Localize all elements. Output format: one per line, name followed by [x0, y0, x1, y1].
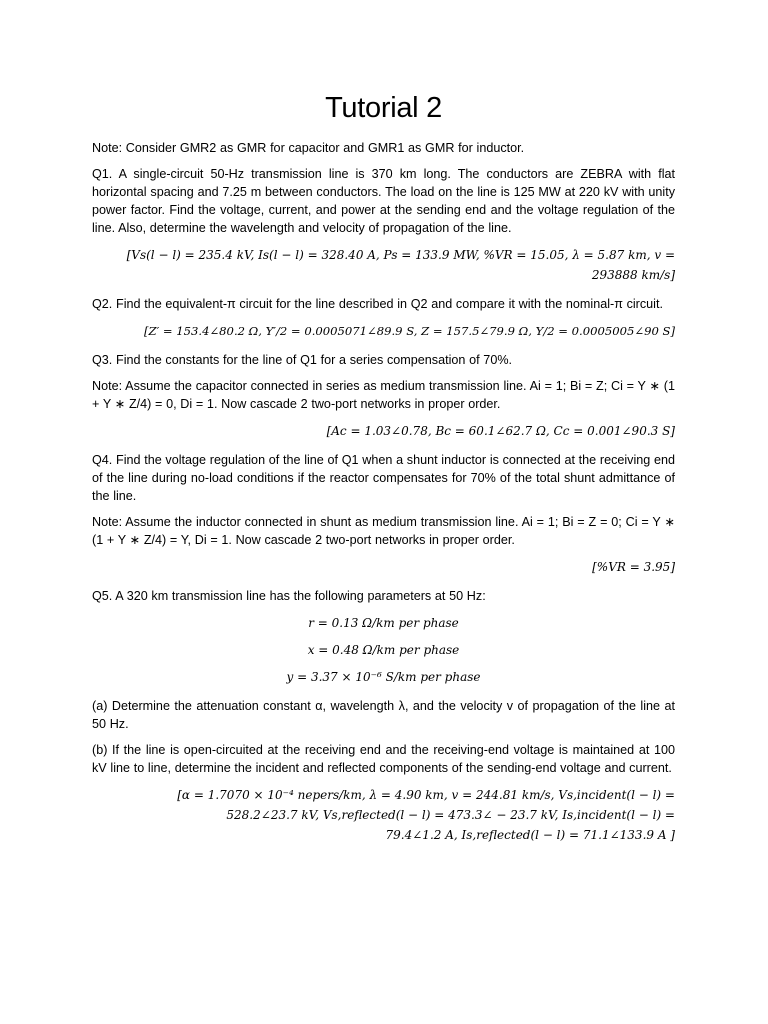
- q1-answer-line2: 293888 km/s]: [591, 268, 675, 282]
- q3-note: Note: Assume the capacitor connected in series as medium transmission line. Ai = 1; Bi = Z; Ci = Y ∗ (1 + Y ∗ Z/4) = 0, Di = 1. Now cascade 2 two-port networks in proper order.: [92, 379, 675, 411]
- q5-answer: [92, 785, 675, 845]
- q4-answer: [%VR = 3.95]: [592, 560, 675, 574]
- q5-part-a: (a) Determine the attenuation constant α, wavelength λ, and the velocity v of propagation of the line at 50 Hz.: [92, 699, 675, 731]
- q5-param-y: y = 3.37 × 10⁻⁶ S/km per phase: [286, 670, 481, 684]
- q5-param-r: r = 0.13 Ω/km per phase: [308, 616, 459, 630]
- q1-answer-line1: [Vs(l − l) = 235.4 kV, Is(l − l) = 328.40 A, Ps = 133.9 MW, %VR = 15.05, λ = 5.87 km, v =: [126, 248, 675, 262]
- q5-text: Q5. A 320 km transmission line has the following parameters at 50 Hz:: [92, 589, 486, 603]
- q5-part-b: (b) If the line is open-circuited at the receiving end and the receiving-end voltage is maintained at 100 kV line to line, determine the incident and reflected components of the sending-end voltage and current.: [92, 743, 675, 775]
- q5-answer-line1: [α = 1.7070 × 10⁻⁴ nepers/km, λ = 4.90 km, v = 244.81 km/s, Vs,incident(l − l) =: [177, 788, 675, 802]
- document-page: [92, 92, 675, 855]
- q1-text: Q1. A single-circuit 50-Hz transmission line is 370 km long. The conductors are ZEBRA with flat horizontal spacing and 7.25 m between conductors. The load on the line is 125 MW at 220 kV with unity power factor. Find the voltage, current, and power at the sending end and the voltage regulation of the line. Also, determine the wavelength and velocity of propagation of the line.: [92, 167, 675, 235]
- q5-param-x: x = 0.48 Ω/km per phase: [307, 643, 460, 657]
- q4-note: Note: Assume the inductor connected in shunt as medium transmission line. Ai = 1; Bi = Z = 0; Ci = Y ∗ (1 + Y ∗ Z/4) = Y, Di = 1. Now cascade 2 two-port networks in proper order.: [92, 515, 675, 547]
- q5-answer-line3: 79.4∠1.2 A, Is,reflected(l − l) = 71.1∠133.9 A ]: [385, 828, 675, 842]
- q3-text: Q3. Find the constants for the line of Q1 for a series compensation of 70%.: [92, 353, 513, 367]
- q5-answer-line2: 528.2∠23.7 kV, Vs,reflected(l − l) = 473.3∠ − 23.7 kV, Is,incident(l − l) =: [226, 808, 675, 822]
- page-title: Tutorial 2: [325, 92, 442, 124]
- q2-text: Q2. Find the equivalent-π circuit for the line described in Q2 and compare it with the nominal-π circuit.: [92, 297, 663, 311]
- q1-answer: [92, 245, 675, 285]
- q2-answer: [Z′ = 153.4∠80.2 Ω, Y′/2 = 0.0005071∠89.9 S, Z = 157.5∠79.9 Ω, Y/2 = 0.0005005∠90 S]: [143, 324, 675, 338]
- q4-text: Q4. Find the voltage regulation of the line of Q1 when a shunt inductor is connected at the receiving end of the line during no-load conditions if the reactor compensates for 70% of the total shunt admittance of the line.: [92, 453, 675, 503]
- q3-answer: [Ac = 1.03∠0.78, Bc = 60.1∠62.7 Ω, Cc = 0.001∠90.3 S]: [326, 424, 675, 438]
- note-gmr: Note: Consider GMR2 as GMR for capacitor and GMR1 as GMR for inductor.: [92, 141, 525, 155]
